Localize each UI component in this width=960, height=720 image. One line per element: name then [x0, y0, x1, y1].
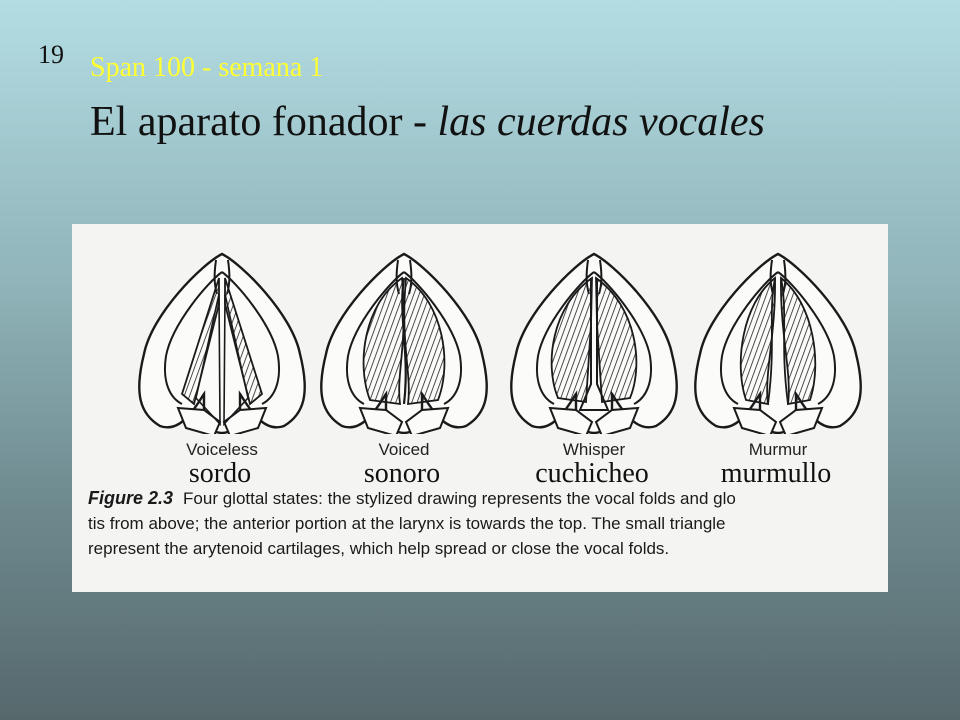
figure-label: Figure 2.3 — [88, 488, 174, 508]
state-label-spanish: sordo — [188, 458, 252, 489]
slide-subtitle: Span 100 - semana 1 — [90, 52, 324, 83]
title-italic: las cuerdas vocales — [437, 99, 765, 145]
voiceless-glottis — [139, 254, 305, 434]
caption-text: Four glottal states: the stylized drawing represents the vocal folds and glo — [183, 489, 736, 508]
state-label-spanish: murmullo — [720, 458, 832, 489]
slide-title — [90, 98, 765, 146]
caption-line — [88, 486, 888, 511]
caption-line: represent the arytenoid cartilages, which help spread or close the vocal folds. — [88, 539, 670, 558]
state-label-english: Murmur — [748, 440, 808, 459]
state-label-english: Whisper — [562, 440, 626, 459]
figure-caption — [88, 486, 888, 561]
whisper-glottis — [511, 254, 677, 434]
title-main: El aparato fonador - — [90, 99, 438, 145]
voiced-glottis — [321, 254, 487, 434]
state-label-english: Voiceless — [186, 440, 258, 459]
glottis-drawings — [72, 224, 888, 434]
caption-line: tis from above; the anterior portion at the larynx is towards the top. The small triangle — [88, 514, 726, 533]
state-label-spanish: cuchicheo — [535, 458, 649, 489]
murmur-glottis — [695, 254, 861, 434]
state-label-spanish: sonoro — [363, 458, 441, 489]
glottal-states-figure — [72, 224, 888, 592]
slide-number: 19 — [38, 40, 64, 69]
state-label-english: Voiced — [378, 440, 430, 459]
